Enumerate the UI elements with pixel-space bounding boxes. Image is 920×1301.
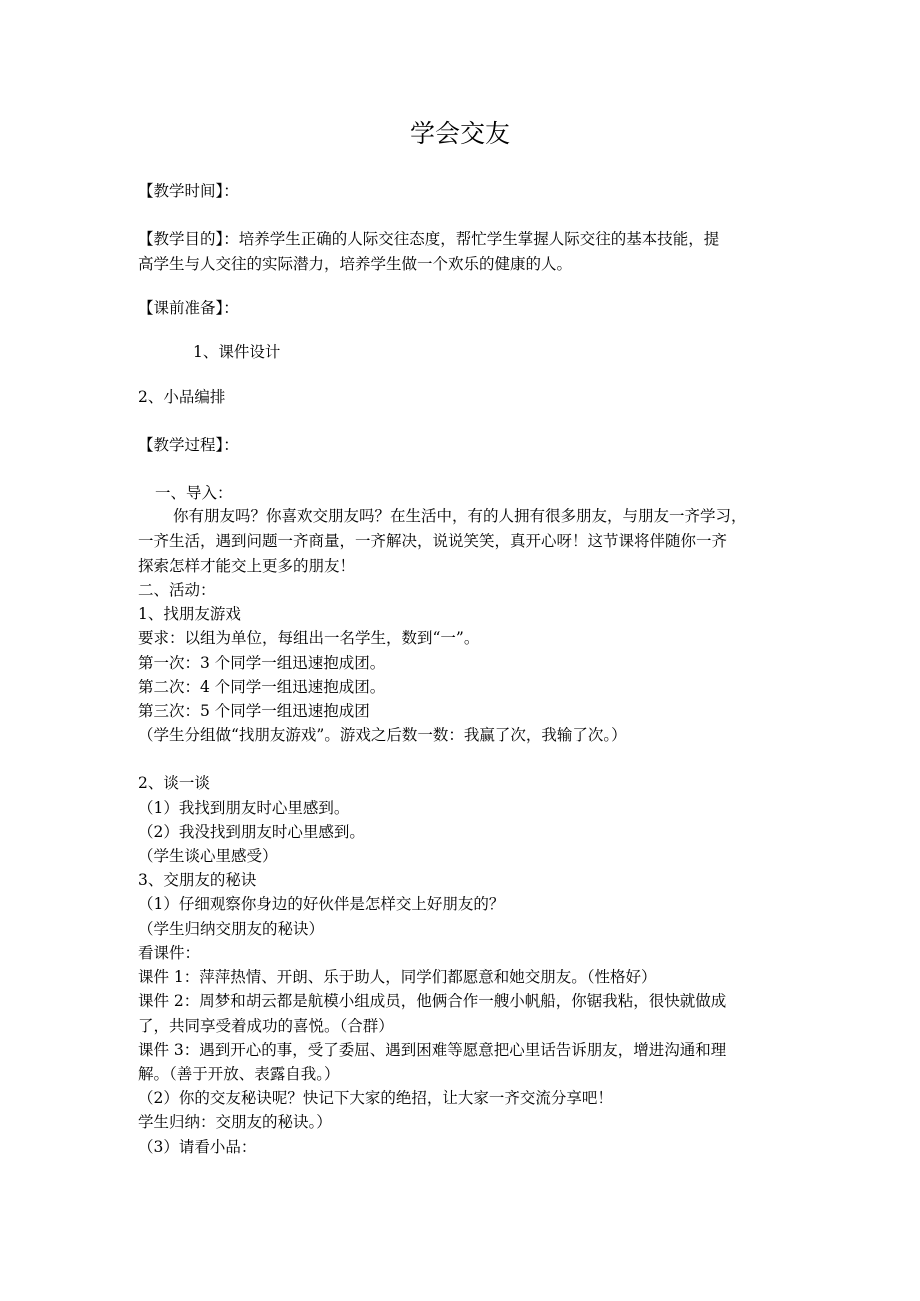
- teaching-goal-line-2: 高学生与人交往的实际潜力，培养学生做一个欢乐的健康的人。: [138, 255, 573, 273]
- talk-title: 2、谈一谈: [138, 774, 210, 792]
- preparation-label: 【课前准备】：: [138, 299, 239, 317]
- intro-heading: 一、导入：: [155, 484, 233, 502]
- preparation-item-1: 1、课件设计: [193, 343, 281, 361]
- talk-item-2: （2）我没找到朋友时心里感到。: [138, 823, 365, 841]
- courseware-3-line-1: 课件 3：遇到开心的事，受了委屈、遇到困难等愿意把心里话告诉朋友，增进沟通和理: [138, 1041, 727, 1059]
- secret-item-1-note: （学生归纳交朋友的秘诀）: [138, 920, 325, 938]
- game-round-1: 第一次：3 个同学一组迅速抱成团。: [138, 654, 386, 672]
- page-title: 学会交友: [409, 119, 510, 148]
- preparation-item-2: 2、小品编排: [138, 388, 226, 406]
- game-requirement: 要求：以组为单位，每组出一名学生，数到“一”。: [138, 629, 480, 647]
- teaching-goal-line-1: 【教学目的】：培养学生正确的人际交往态度，帮忙学生掌握人际交往的基本技能，提: [138, 230, 720, 248]
- intro-line-1: 你有朋友吗？你喜欢交朋友吗？在生活中，有的人拥有很多朋友，与朋友一齐学习，: [173, 507, 747, 525]
- activity-heading: 二、活动：: [138, 581, 216, 599]
- secret-item-2-note: 学生归纳：交朋友的秘诀。）: [138, 1113, 332, 1131]
- intro-line-2: 一齐生活，遇到问题一齐商量，一齐解决，说说笑笑，真开心呀！这节课将伴随你一齐: [138, 532, 728, 550]
- courseware-2-line-1: 课件 2：周梦和胡云都是航模小组成员，他俩合作一艘小帆船，你锯我粘，很快就做成: [138, 992, 727, 1010]
- game-title: 1、找朋友游戏: [138, 605, 241, 623]
- teaching-time-label: 【教学时间】：: [138, 182, 239, 200]
- courseware-2-line-2: 了，共同享受着成功的喜悦。（合群）: [138, 1017, 394, 1035]
- talk-item-1: （1）我找到朋友时心里感到。: [138, 799, 350, 817]
- secret-item-1: （1）仔细观察你身边的好伙伴是怎样交上好朋友的？: [138, 895, 505, 913]
- game-round-2: 第二次：4 个同学一组迅速抱成团。: [138, 678, 386, 696]
- secret-item-2: （2）你的交友秘诀呢？快记下大家的绝招，让大家一齐交流分享吧！: [138, 1089, 613, 1107]
- courseware-3-line-2: 解。（善于开放、表露自我。）: [138, 1065, 340, 1083]
- intro-line-3: 探索怎样才能交上更多的朋友！: [138, 557, 356, 575]
- courseware-1: 课件 1：萍萍热情、开朗、乐于助人，同学们都愿意和她交朋友。（性格好）: [138, 968, 657, 986]
- see-courseware: 看课件：: [138, 944, 201, 962]
- secret-title: 3、交朋友的秘诀: [138, 871, 257, 889]
- secret-item-3: （3）请看小品：: [138, 1138, 257, 1156]
- game-round-3: 第三次：5 个同学一组迅速抱成团: [138, 702, 370, 720]
- game-note: （学生分组做“找朋友游戏”。游戏之后数一数：我赢了次，我输了次。）: [138, 726, 627, 744]
- teaching-process-label: 【教学过程】：: [138, 436, 239, 454]
- talk-note: （学生谈心里感受）: [138, 847, 278, 865]
